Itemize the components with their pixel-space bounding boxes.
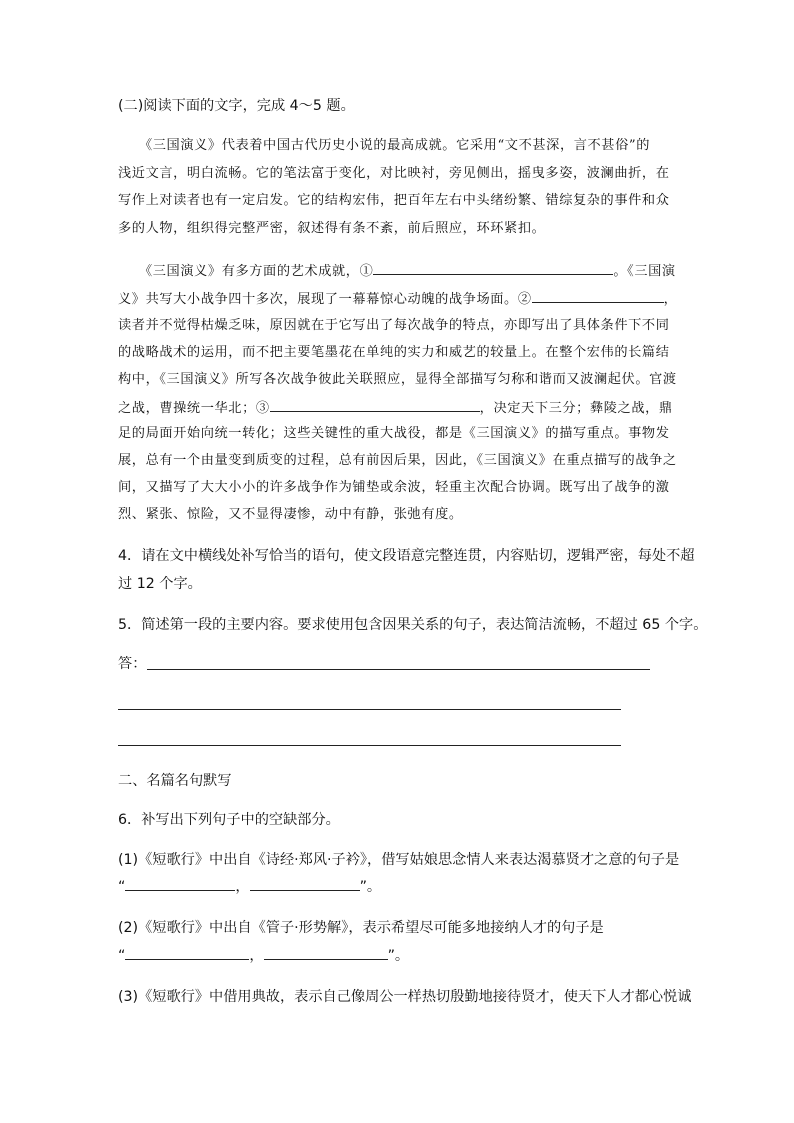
answer-line[interactable] bbox=[118, 709, 621, 710]
close-quote: ”。 bbox=[359, 879, 382, 895]
part-heading: 二、名篇名句默写 bbox=[118, 773, 232, 789]
answer-line[interactable] bbox=[147, 669, 650, 670]
passage2-line bbox=[118, 260, 676, 282]
fill-blank-6-1a[interactable] bbox=[125, 876, 235, 891]
passage1-line: 写作上对读者也有一定启发。它的结构宏伟，把百年左右中头绪纷繁、错综复杂的事件和众 bbox=[118, 193, 670, 208]
question-6-item-3: (3)《短歌行》中借用典故，表示自己像周公一样热切殷勤地接待贤才，使天下人才都心悦诚 bbox=[118, 989, 692, 1005]
fill-blank-3[interactable] bbox=[270, 397, 480, 412]
fill-blank-2[interactable] bbox=[532, 288, 664, 303]
passage2-line: 展，总有一个由量变到质变的过程，总有前因后果，因此，《三国演义》在重点描写的战争之 bbox=[118, 453, 677, 468]
passage2-text: ，决定天下三分；彝陵之战，鼎 bbox=[479, 401, 673, 416]
answer-label: 答： bbox=[118, 656, 147, 672]
fill-blank-6-2b[interactable] bbox=[264, 945, 388, 960]
open-quote: “ bbox=[118, 948, 126, 964]
passage1-line: 浅近文言，明白流畅。它的笔法富于变化，对比映衬，旁见侧出，摇曳多姿，波澜曲折，在 bbox=[118, 166, 670, 181]
passage2-line: 间，又描写了大大小小的许多战争作为铺垫或余波，轻重主次配合协调。既写出了战争的激 bbox=[118, 480, 670, 495]
question-6-item-1-blanks bbox=[118, 876, 381, 897]
passage2-text: 。《三国演 bbox=[613, 264, 676, 279]
passage2-line: 足的局面开始向统一转化；这些关键性的重大战役，都是《三国演义》的描写重点。事物发 bbox=[118, 426, 670, 441]
passage2-text: ， bbox=[663, 292, 678, 307]
question-6-item-1: (1)《短歌行》中出自《诗经·郑风·子衿》，借写姑娘思念情人来表达渴慕贤才之意的句子是 bbox=[118, 852, 680, 868]
question-4-line: 4．请在文中横线处补写恰当的语句，使文段语意完整连贯，内容贴切，逻辑严密，每处不超 bbox=[118, 548, 695, 564]
passage2-text: 之战，曹操统一华北；③ bbox=[118, 401, 270, 416]
passage2-line bbox=[118, 397, 673, 419]
fill-blank-6-2a[interactable] bbox=[125, 945, 249, 960]
passage2-line: 烈、紧张、惊险，又不显得凄惨，动中有静，张弛有度。 bbox=[118, 507, 463, 522]
passage2-line bbox=[118, 288, 677, 310]
question-6-item-2: (2)《短歌行》中出自《管子·形势解》，表示希望尽可能多地接纳人才的句子是 bbox=[118, 920, 604, 936]
passage1-line: 多的人物，组织得完整严密，叙述得有条不紊，前后照应，环环紧扣。 bbox=[118, 221, 546, 236]
close-quote: ”。 bbox=[387, 948, 410, 964]
question-4-line: 过 12 个字。 bbox=[118, 576, 202, 592]
comma: ， bbox=[235, 879, 250, 895]
comma: ， bbox=[249, 948, 264, 964]
section-heading: (二)阅读下面的文字，完成 4～5 题。 bbox=[118, 98, 355, 114]
fill-blank-1[interactable] bbox=[373, 260, 613, 275]
question-5-prompt: 5．简述第一段的主要内容。要求使用包含因果关系的句子，表达简洁流畅，不超过 65 个字。 bbox=[118, 617, 708, 633]
question-6-title: 6．补写出下列句子中的空缺部分。 bbox=[118, 812, 340, 828]
fill-blank-6-1b[interactable] bbox=[250, 876, 360, 891]
passage1-line: 《三国演义》代表着中国古代历史小说的最高成就。它采用“文不甚深，言不甚俗”的 bbox=[118, 138, 651, 153]
open-quote: “ bbox=[118, 879, 126, 895]
passage2-text: 《三国演义》有多方面的艺术成就，① bbox=[118, 264, 374, 279]
passage2-line: 读者并不觉得枯燥乏味，原因就在于它写出了每次战争的特点，亦即写出了具体条件下不同 bbox=[118, 318, 670, 333]
passage2-text: 义》共写大小战争四十多次，展现了一幕幕惊心动魄的战争场面。② bbox=[118, 292, 532, 307]
answer-line[interactable] bbox=[118, 745, 621, 746]
passage2-line: 的战略战术的运用，而不把主要笔墨花在单纯的实力和威艺的较量上。在整个宏伟的长篇结 bbox=[118, 345, 670, 360]
question-6-item-2-blanks bbox=[118, 945, 409, 966]
passage2-line: 构中，《三国演义》所写各次战争彼此关联照应，显得全部描写匀称和谐而又波澜起伏。官渡 bbox=[118, 372, 677, 387]
